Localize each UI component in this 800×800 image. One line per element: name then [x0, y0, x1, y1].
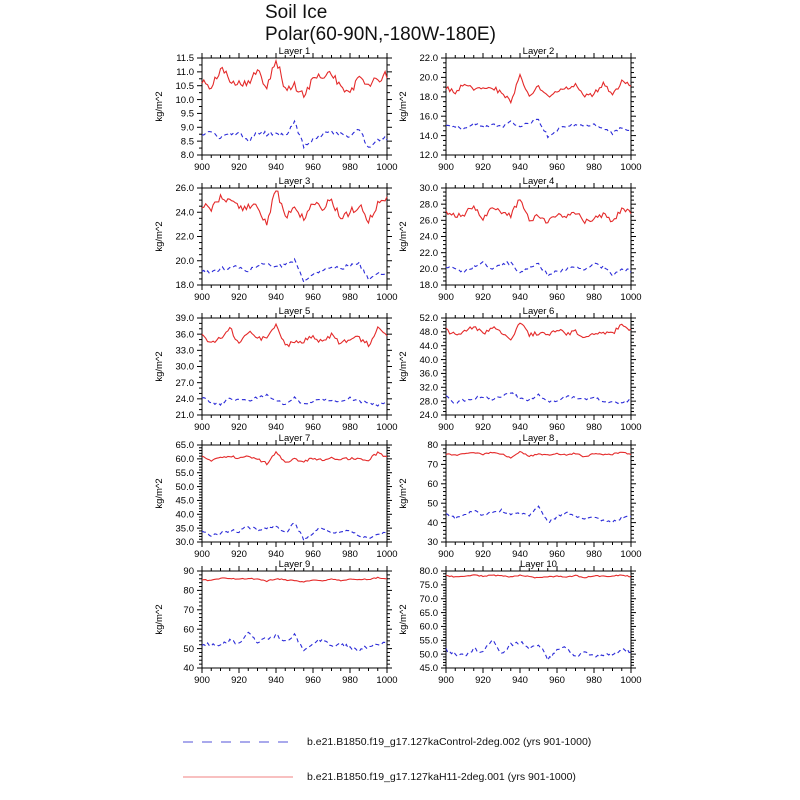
x-tick-label: 1000: [376, 549, 398, 560]
y-tick-label: 28.0: [419, 199, 438, 211]
series-line-control: [202, 121, 387, 148]
x-tick-label: 920: [475, 422, 491, 433]
x-tick-label: 980: [342, 675, 358, 686]
x-tick-label: 960: [305, 162, 321, 173]
panel-layer-4: [398, 176, 642, 303]
x-tick-label: 980: [342, 422, 358, 433]
x-tick-label: 1000: [620, 422, 642, 433]
x-tick-label: 980: [586, 675, 602, 686]
x-tick-label: 900: [438, 162, 454, 173]
y-tick-label: 21.0: [175, 410, 194, 422]
series-line-control: [446, 640, 631, 660]
x-tick-label: 920: [231, 549, 247, 560]
y-tick-label: 60.0: [419, 621, 438, 633]
y-tick-label: 10.0: [175, 94, 194, 106]
panel-title: Layer 2: [522, 46, 555, 57]
y-tick-label: 14.0: [419, 130, 438, 142]
plot-frame: [446, 188, 631, 285]
panel-title: Layer 8: [522, 433, 555, 444]
y-tick-label: 20.0: [419, 264, 438, 276]
y-tick-label: 80: [183, 585, 194, 597]
main-title-line2: Polar(60-90N,-180W-180E): [265, 24, 496, 45]
x-tick-label: 960: [549, 675, 565, 686]
x-tick-label: 960: [549, 549, 565, 560]
y-axis-label: kg/m^2: [398, 91, 409, 122]
y-axis-label: kg/m^2: [398, 221, 409, 252]
y-tick-label: 36.0: [419, 368, 438, 380]
x-tick-label: 900: [194, 162, 210, 173]
y-tick-label: 26.0: [419, 215, 438, 227]
x-tick-label: 900: [438, 675, 454, 686]
x-tick-label: 980: [586, 162, 602, 173]
panel-layer-8: [398, 433, 642, 560]
x-tick-label: 1000: [376, 675, 398, 686]
plot-frame: [202, 571, 387, 668]
x-tick-label: 920: [475, 292, 491, 303]
x-tick-label: 940: [512, 675, 528, 686]
series-group: [202, 191, 387, 282]
y-tick-label: 50.0: [175, 481, 194, 493]
y-tick-label: 40.0: [419, 354, 438, 366]
x-tick-label: 940: [512, 162, 528, 173]
plot-frame: [446, 445, 631, 542]
y-axis-label: kg/m^2: [154, 221, 165, 252]
series-line-control: [446, 262, 631, 277]
panel-layer-7: [154, 433, 398, 560]
y-tick-label: 24.0: [419, 410, 438, 422]
series-line-h11: [446, 452, 631, 459]
series-line-control: [446, 119, 631, 137]
x-tick-label: 900: [438, 292, 454, 303]
panel-layer-10: [398, 559, 642, 686]
series-group: [446, 200, 631, 276]
panel-title: Layer 4: [522, 176, 555, 187]
y-axis-label: kg/m^2: [154, 478, 165, 509]
y-tick-label: 70.0: [419, 593, 438, 605]
series-line-control: [446, 393, 631, 404]
x-tick-label: 900: [438, 422, 454, 433]
y-tick-label: 22.0: [419, 247, 438, 259]
y-tick-label: 55.0: [419, 635, 438, 647]
x-tick-label: 960: [305, 422, 321, 433]
x-tick-label: 980: [342, 162, 358, 173]
y-tick-label: 11.5: [176, 53, 194, 65]
x-tick-label: 1000: [620, 675, 642, 686]
series-line-h11: [446, 200, 631, 224]
x-tick-label: 960: [549, 292, 565, 303]
y-tick-label: 90: [183, 566, 194, 578]
y-tick-label: 44.0: [419, 340, 438, 352]
x-tick-label: 900: [194, 422, 210, 433]
y-tick-label: 36.0: [175, 329, 194, 341]
series-line-control: [202, 394, 387, 406]
x-tick-label: 900: [194, 675, 210, 686]
x-tick-label: 920: [475, 162, 491, 173]
panel-layer-5: [154, 306, 398, 433]
y-tick-label: 80.0: [419, 566, 438, 578]
legend-item-control: [182, 736, 591, 748]
x-tick-label: 940: [268, 162, 284, 173]
y-tick-label: 80: [427, 440, 438, 452]
y-tick-label: 24.0: [419, 231, 438, 243]
main-title-line1: Soil Ice: [265, 2, 328, 23]
series-line-h11: [446, 575, 631, 578]
series-line-control: [446, 506, 631, 522]
x-tick-label: 980: [342, 292, 358, 303]
y-axis-label: kg/m^2: [398, 478, 409, 509]
y-tick-label: 35.0: [175, 523, 194, 535]
y-tick-label: 45.0: [175, 495, 194, 507]
panel-layer-3: [154, 176, 398, 303]
x-tick-label: 940: [268, 549, 284, 560]
series-group: [202, 61, 387, 148]
y-tick-label: 70: [427, 459, 438, 471]
panel-layer-9: [154, 559, 398, 686]
y-tick-label: 10.5: [175, 80, 194, 92]
x-tick-label: 1000: [620, 162, 642, 173]
x-tick-label: 1000: [620, 292, 642, 303]
x-tick-label: 900: [194, 549, 210, 560]
x-tick-label: 980: [586, 422, 602, 433]
x-tick-label: 1000: [376, 292, 398, 303]
y-tick-label: 40: [427, 517, 438, 529]
x-tick-label: 960: [549, 162, 565, 173]
y-tick-label: 8.5: [180, 136, 194, 148]
series-group: [202, 452, 387, 541]
x-tick-label: 920: [231, 292, 247, 303]
series-group: [446, 75, 631, 138]
panel-title: Layer 7: [278, 433, 311, 444]
y-tick-label: 16.0: [419, 111, 438, 123]
series-line-h11: [202, 324, 387, 346]
y-axis-label: kg/m^2: [154, 351, 165, 382]
panel-title: Layer 1: [278, 46, 311, 57]
y-tick-label: 18.0: [175, 280, 194, 292]
series-line-h11: [202, 191, 387, 225]
x-tick-label: 960: [305, 292, 321, 303]
y-tick-label: 22.0: [419, 53, 438, 65]
y-tick-label: 65.0: [419, 607, 438, 619]
y-tick-label: 30.0: [175, 361, 194, 373]
plot-frame: [446, 58, 631, 155]
y-tick-label: 45.0: [419, 663, 438, 675]
x-tick-label: 980: [342, 549, 358, 560]
y-tick-label: 33.0: [175, 345, 194, 357]
y-tick-label: 11.0: [176, 67, 194, 79]
y-axis-label: kg/m^2: [398, 604, 409, 635]
x-tick-label: 980: [586, 549, 602, 560]
series-line-h11: [446, 75, 631, 103]
legend-label-control: b.e21.B1850.f19_g17.127kaControl-2deg.002 (yrs 901-1000): [307, 736, 592, 748]
y-tick-label: 60.0: [175, 454, 194, 466]
y-tick-label: 30: [427, 537, 438, 549]
series-group: [446, 575, 631, 660]
legend-line-h11-solid: [182, 774, 294, 780]
y-tick-label: 9.5: [180, 108, 194, 120]
x-tick-label: 920: [231, 162, 247, 173]
series-line-h11: [446, 323, 631, 340]
y-tick-label: 55.0: [175, 467, 194, 479]
x-tick-label: 940: [512, 422, 528, 433]
panel-title: Layer 9: [278, 559, 311, 570]
panel-layer-1: [154, 46, 398, 173]
y-tick-label: 24.0: [175, 207, 194, 219]
y-tick-label: 60: [183, 624, 194, 636]
plot-frame: [202, 445, 387, 542]
y-tick-label: 20.0: [175, 255, 194, 267]
y-tick-label: 30.0: [175, 537, 194, 549]
y-tick-label: 24.0: [175, 394, 194, 406]
legend-line-control-dashed: [182, 739, 294, 745]
series-group: [446, 323, 631, 403]
x-tick-label: 920: [231, 422, 247, 433]
y-tick-label: 48.0: [419, 327, 438, 339]
plot-frame: [202, 188, 387, 285]
panel-title: Layer 6: [522, 306, 555, 317]
series-line-control: [202, 632, 387, 651]
y-tick-label: 8.0: [180, 150, 194, 162]
series-group: [202, 577, 387, 651]
panel-title: Layer 10: [520, 559, 557, 570]
x-tick-label: 960: [549, 422, 565, 433]
y-tick-label: 12.0: [419, 150, 438, 162]
y-tick-label: 60: [427, 479, 438, 490]
y-tick-label: 9.0: [180, 122, 194, 134]
series-group: [446, 452, 631, 523]
y-tick-label: 22.0: [175, 231, 194, 243]
y-tick-label: 18.0: [419, 92, 438, 103]
x-tick-label: 940: [268, 422, 284, 433]
y-tick-label: 28.0: [419, 396, 438, 408]
panel-title: Layer 5: [278, 306, 311, 317]
y-tick-label: 20.0: [419, 72, 438, 84]
y-tick-label: 40: [183, 663, 194, 675]
y-tick-label: 39.0: [175, 313, 194, 325]
y-tick-label: 26.0: [175, 183, 194, 195]
x-tick-label: 1000: [376, 422, 398, 433]
y-tick-label: 65.0: [175, 440, 194, 452]
y-tick-label: 75.0: [419, 580, 438, 592]
y-axis-label: kg/m^2: [398, 351, 409, 382]
series-group: [202, 324, 387, 406]
series-line-h11: [202, 452, 387, 465]
legend-label-h11: b.e21.B1850.f19_g17.127kaH11-2deg.001 (yrs 901-1000): [307, 771, 576, 783]
y-tick-label: 50.0: [419, 649, 438, 661]
x-tick-label: 900: [438, 549, 454, 560]
y-axis-label: kg/m^2: [154, 604, 165, 635]
series-line-h11: [202, 61, 387, 98]
panel-layer-2: [398, 46, 642, 173]
series-line-h11: [202, 577, 387, 582]
y-tick-label: 70: [183, 605, 194, 616]
x-tick-label: 900: [194, 292, 210, 303]
y-tick-label: 30.0: [419, 183, 438, 195]
x-tick-label: 960: [305, 549, 321, 560]
x-tick-label: 1000: [376, 162, 398, 173]
x-tick-label: 920: [475, 675, 491, 686]
y-tick-label: 50: [427, 498, 438, 510]
y-tick-label: 40.0: [175, 509, 194, 521]
y-tick-label: 32.0: [419, 382, 438, 394]
legend-item-h11: [182, 771, 576, 783]
y-tick-label: 18.0: [419, 280, 438, 292]
x-tick-label: 940: [512, 549, 528, 560]
series-line-control: [202, 523, 387, 541]
panel-title: Layer 3: [278, 176, 311, 187]
plot-frame: [202, 58, 387, 155]
y-tick-label: 27.0: [175, 377, 194, 389]
y-axis-label: kg/m^2: [154, 91, 165, 122]
x-tick-label: 920: [231, 675, 247, 686]
series-line-control: [202, 259, 387, 282]
x-tick-label: 920: [475, 549, 491, 560]
x-tick-label: 980: [586, 292, 602, 303]
x-tick-label: 940: [268, 675, 284, 686]
plot-frame: [446, 571, 631, 668]
panel-layer-6: [398, 306, 642, 433]
x-tick-label: 940: [268, 292, 284, 303]
x-tick-label: 1000: [620, 549, 642, 560]
x-tick-label: 960: [305, 675, 321, 686]
y-tick-label: 52.0: [419, 313, 438, 325]
x-tick-label: 940: [512, 292, 528, 303]
y-tick-label: 50: [183, 643, 194, 655]
